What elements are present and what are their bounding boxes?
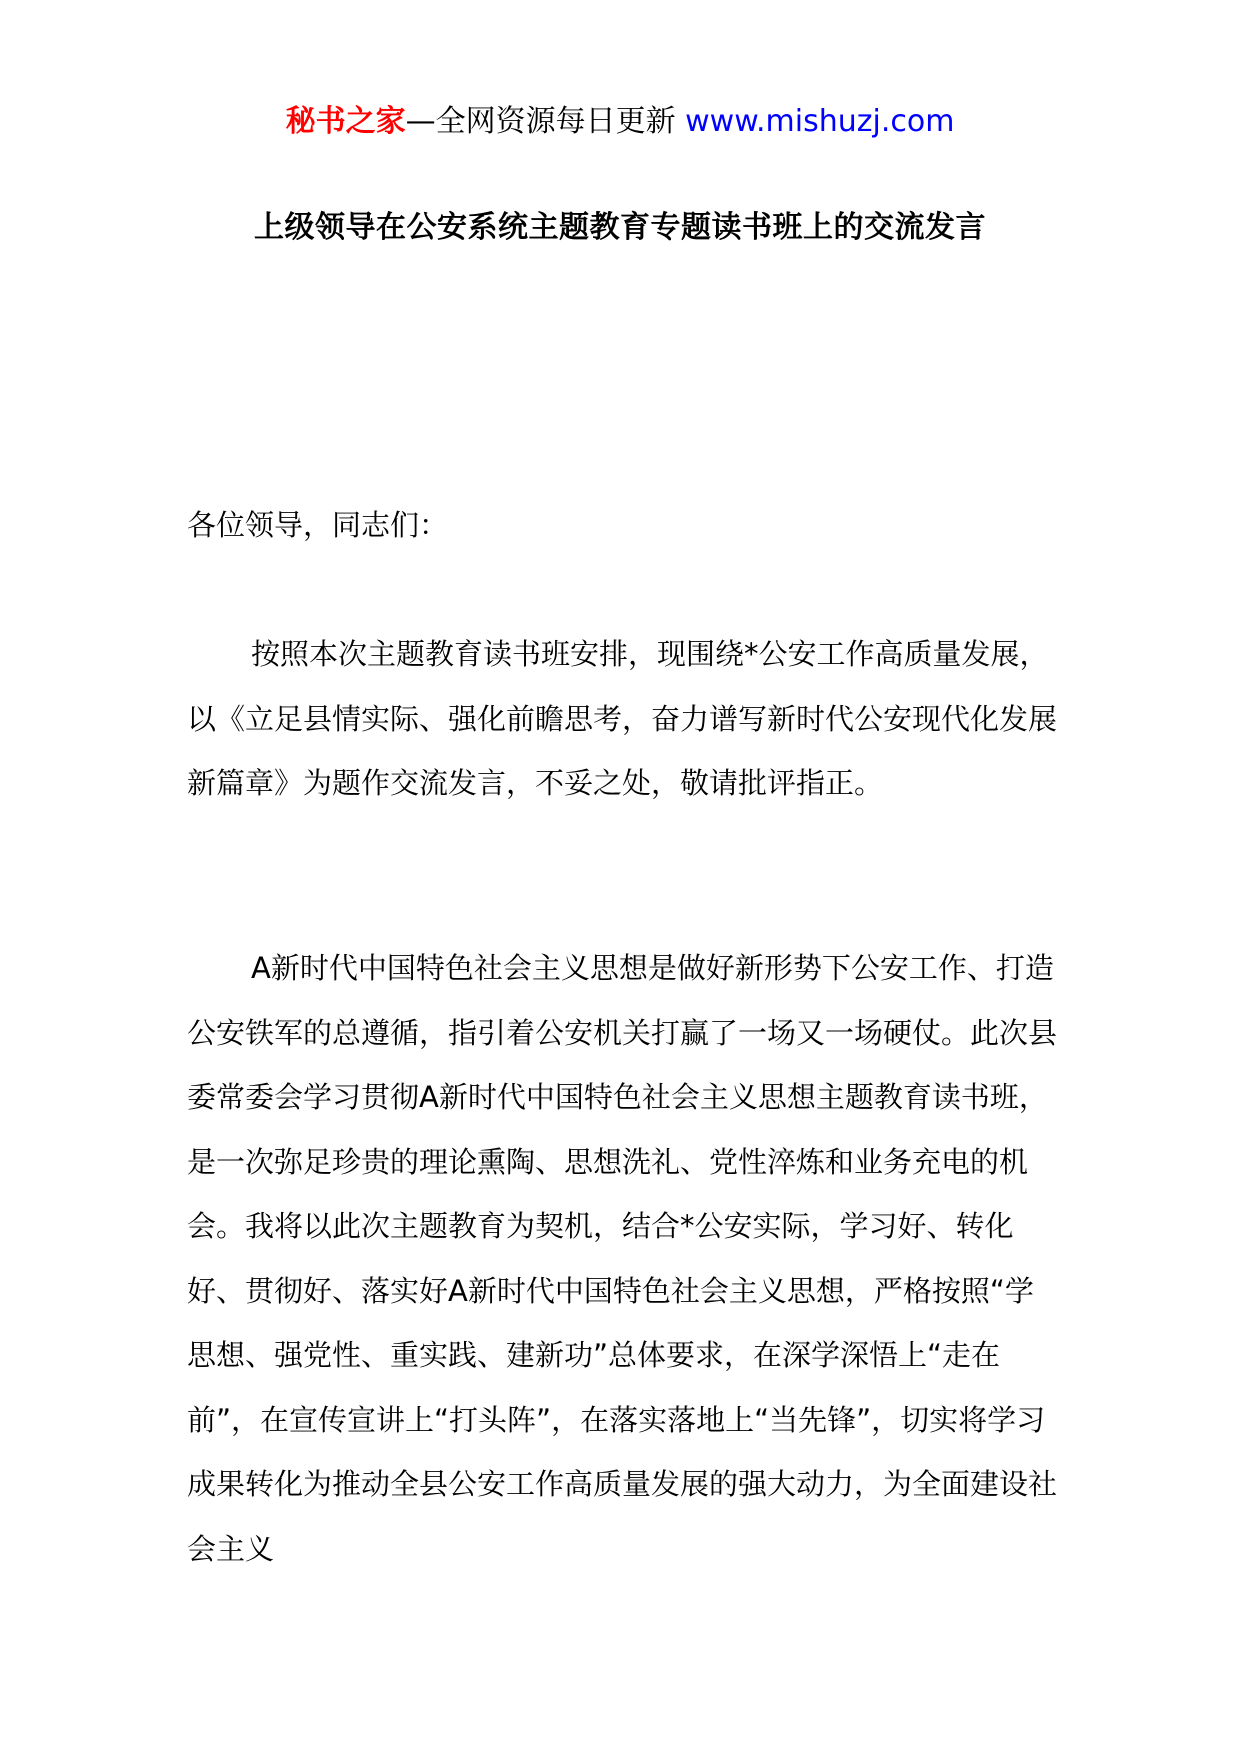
- salutation: 各位领导，同志们：: [187, 508, 449, 542]
- site-slogan: —全网资源每日更新: [405, 104, 676, 139]
- site-url-link[interactable]: www.mishuzj.com: [685, 104, 955, 139]
- paragraph-intro: 按照本次主题教育读书班安排，现围绕*公安工作高质量发展，以《立足县情实际、强化前瞻思考，奋力谱写新时代公安现代化发展新篇章》为题作交流发言，不妥之处，敬请批评指正。: [187, 637, 1058, 800]
- brand-name: 秘书之家: [285, 104, 406, 139]
- document-title: 上级领导在公安系统主题教育专题读书班上的交流发言: [254, 210, 986, 245]
- site-header: [0, 98, 1240, 146]
- paragraph-main: A新时代中国特色社会主义思想是做好新形势下公安工作、打造公安铁军的总遵循，指引着公安机关打赢了一场又一场硬仗。此次县委常委会学习贯彻A新时代中国特色社会主义思想主题教育读书班，是一次弥足珍贵的理论熏陶、思想洗礼、党性淬炼和业务充电的机会。我将以此次主题教育为契机，结合*公安实际，学习好、转化好、贯彻好、落实好A新时代中国特色社会主义思想，严格按照“学思想、强党性、重实践、建新功”总体要求，在深学深悟上“走在前”，在宣传宣讲上“打头阵”，在落实落地上“当先锋”，切实将学习成果转化为推动全县公安工作高质量发展的强大动力，为全面建设社会主义: [187, 951, 1058, 1566]
